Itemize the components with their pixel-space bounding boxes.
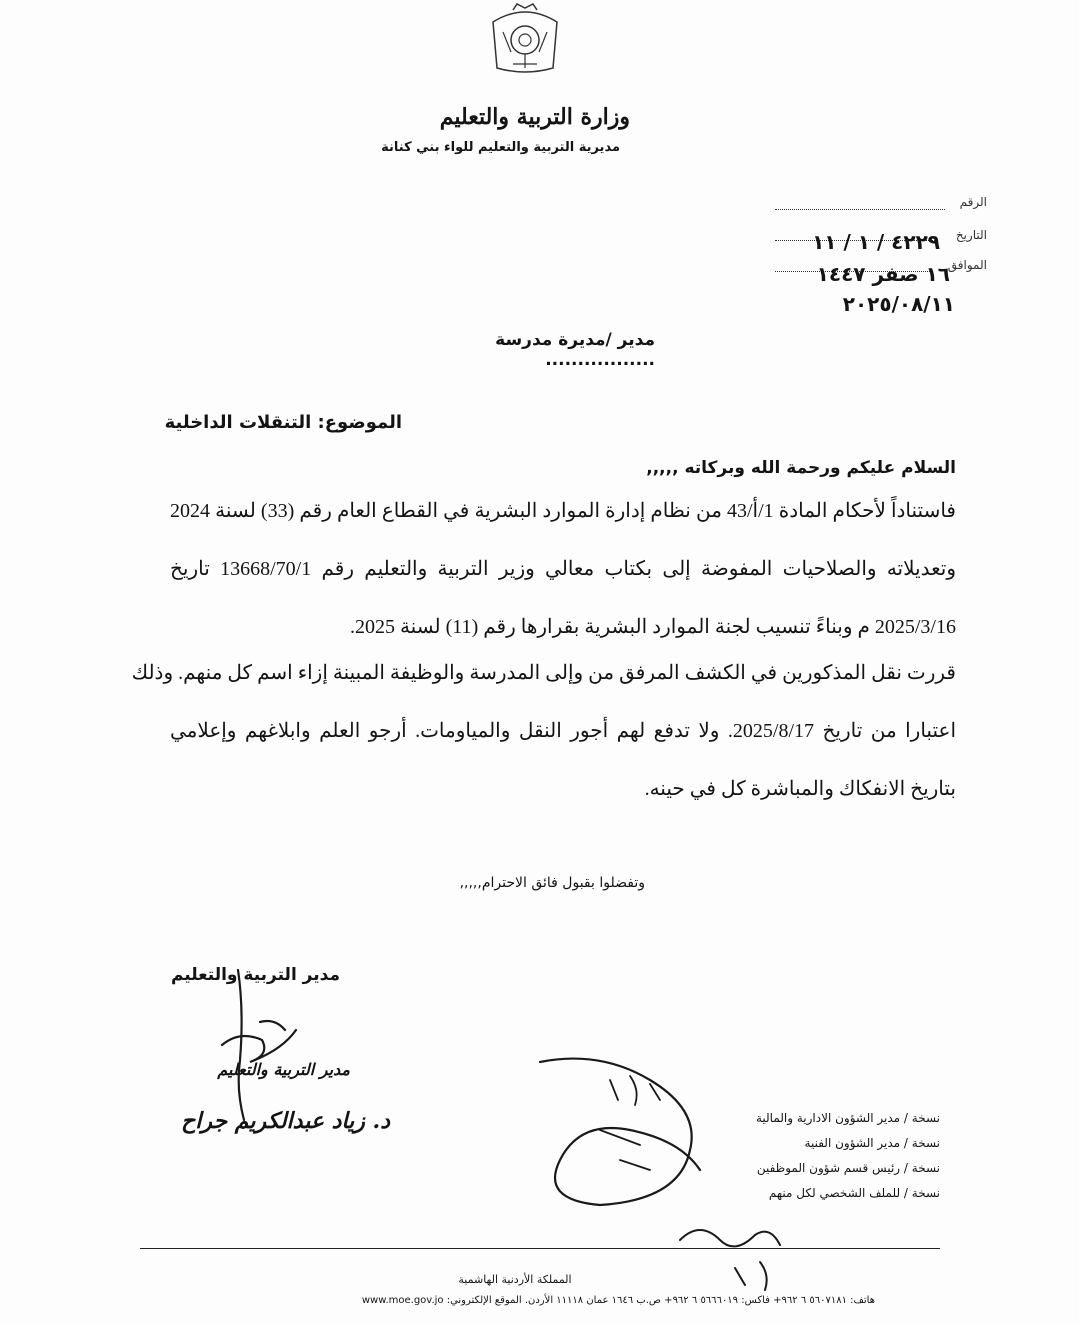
- directorate-name: مديرية التربية والتعليم للواء بني كنانة: [381, 140, 620, 155]
- copy-item: نسخة / رئيس قسم شؤون الموظفين: [756, 1161, 940, 1175]
- body-line: بتاريخ الانفكاك والمباشرة كل في حينه.: [644, 778, 956, 800]
- number-label: الرقم: [959, 195, 987, 209]
- footer-kingdom: المملكة الأردنية الهاشمية: [458, 1273, 572, 1286]
- footer-divider: [140, 1248, 940, 1249]
- recipient-line: مدير /مديرة مدرسة .................: [495, 330, 655, 370]
- reviewer-initials: [600, 1076, 660, 1170]
- copy-item: نسخة / للملف الشخصي لكل منهم: [768, 1186, 940, 1200]
- body-line: 2025/3/16 م وبناءً تنسيب لجنة الموارد البشرية بقرارها رقم (11) لسنة 2025.: [349, 616, 956, 638]
- stamp-name: د. زياد عبدالكريم جراح: [181, 1108, 390, 1134]
- closing-line: وتفضلوا بقبول فائق الاحترام,,,,,: [459, 875, 645, 891]
- copy-item: نسخة / مدير الشؤون الادارية والمالية: [755, 1111, 940, 1125]
- reviewer-signature: [540, 1059, 700, 1205]
- footer-contact: هاتف: ٥٦٠٧١٨١ ٦ ٩٦٢+ فاكس: ٥٦٦٦٠١٩ ٦ ٩٦٢+ ص.ب ١٦٤٦ عمان ١١١١٨ الأردن. الموقع الإلكتروني: www.moe.gov.jo: [361, 1295, 875, 1306]
- stamp-title: مدير التربية والتعليم: [217, 1060, 350, 1079]
- director-title: مدير التربية والتعليم: [170, 965, 340, 985]
- reference-number: ٤٢٢٩ / ١ / ١١: [812, 230, 940, 254]
- body-line: فاستناداً لأحكام المادة 1/أ/43 من نظام إدارة الموارد البشرية في القطاع العام رقم (33) لسنة 2024: [170, 500, 956, 522]
- date-label: التاريخ: [955, 228, 987, 242]
- greeting-line: السلام عليكم ورحمة الله وبركاته ,,,,,: [646, 458, 956, 478]
- body-line: وتعديلاته والصلاحيات المفوضة إلى بكتاب معالي وزير التربية والتعليم رقم 13668/70/1 تاريخ: [170, 558, 956, 580]
- corresponding-label: الموافق: [947, 258, 987, 272]
- hijri-date: ١٦ صفر ١٤٤٧: [816, 262, 950, 286]
- body-line: قررت نقل المذكورين في الكشف المرفق من وإلى المدرسة والوظيفة المبينة إزاء اسم كل منهم. وذلك: [131, 662, 956, 684]
- copy-item: نسخة / مدير الشؤون الفنية: [804, 1136, 940, 1150]
- director-signature: [222, 970, 296, 1120]
- footer-signature: [680, 1230, 780, 1290]
- gregorian-date: ٢٠٢٥/٠٨/١١: [842, 292, 955, 316]
- body-line: اعتبارا من تاريخ 2025/8/17. ولا تدفع لهم أجور النقل والمياومات. أرجو العلم وابلاغهم وإعلامي: [170, 720, 956, 742]
- ministry-name: وزارة التربية والتعليم: [439, 104, 630, 130]
- subject-line: الموضوع: التنقلات الداخلية: [164, 412, 402, 433]
